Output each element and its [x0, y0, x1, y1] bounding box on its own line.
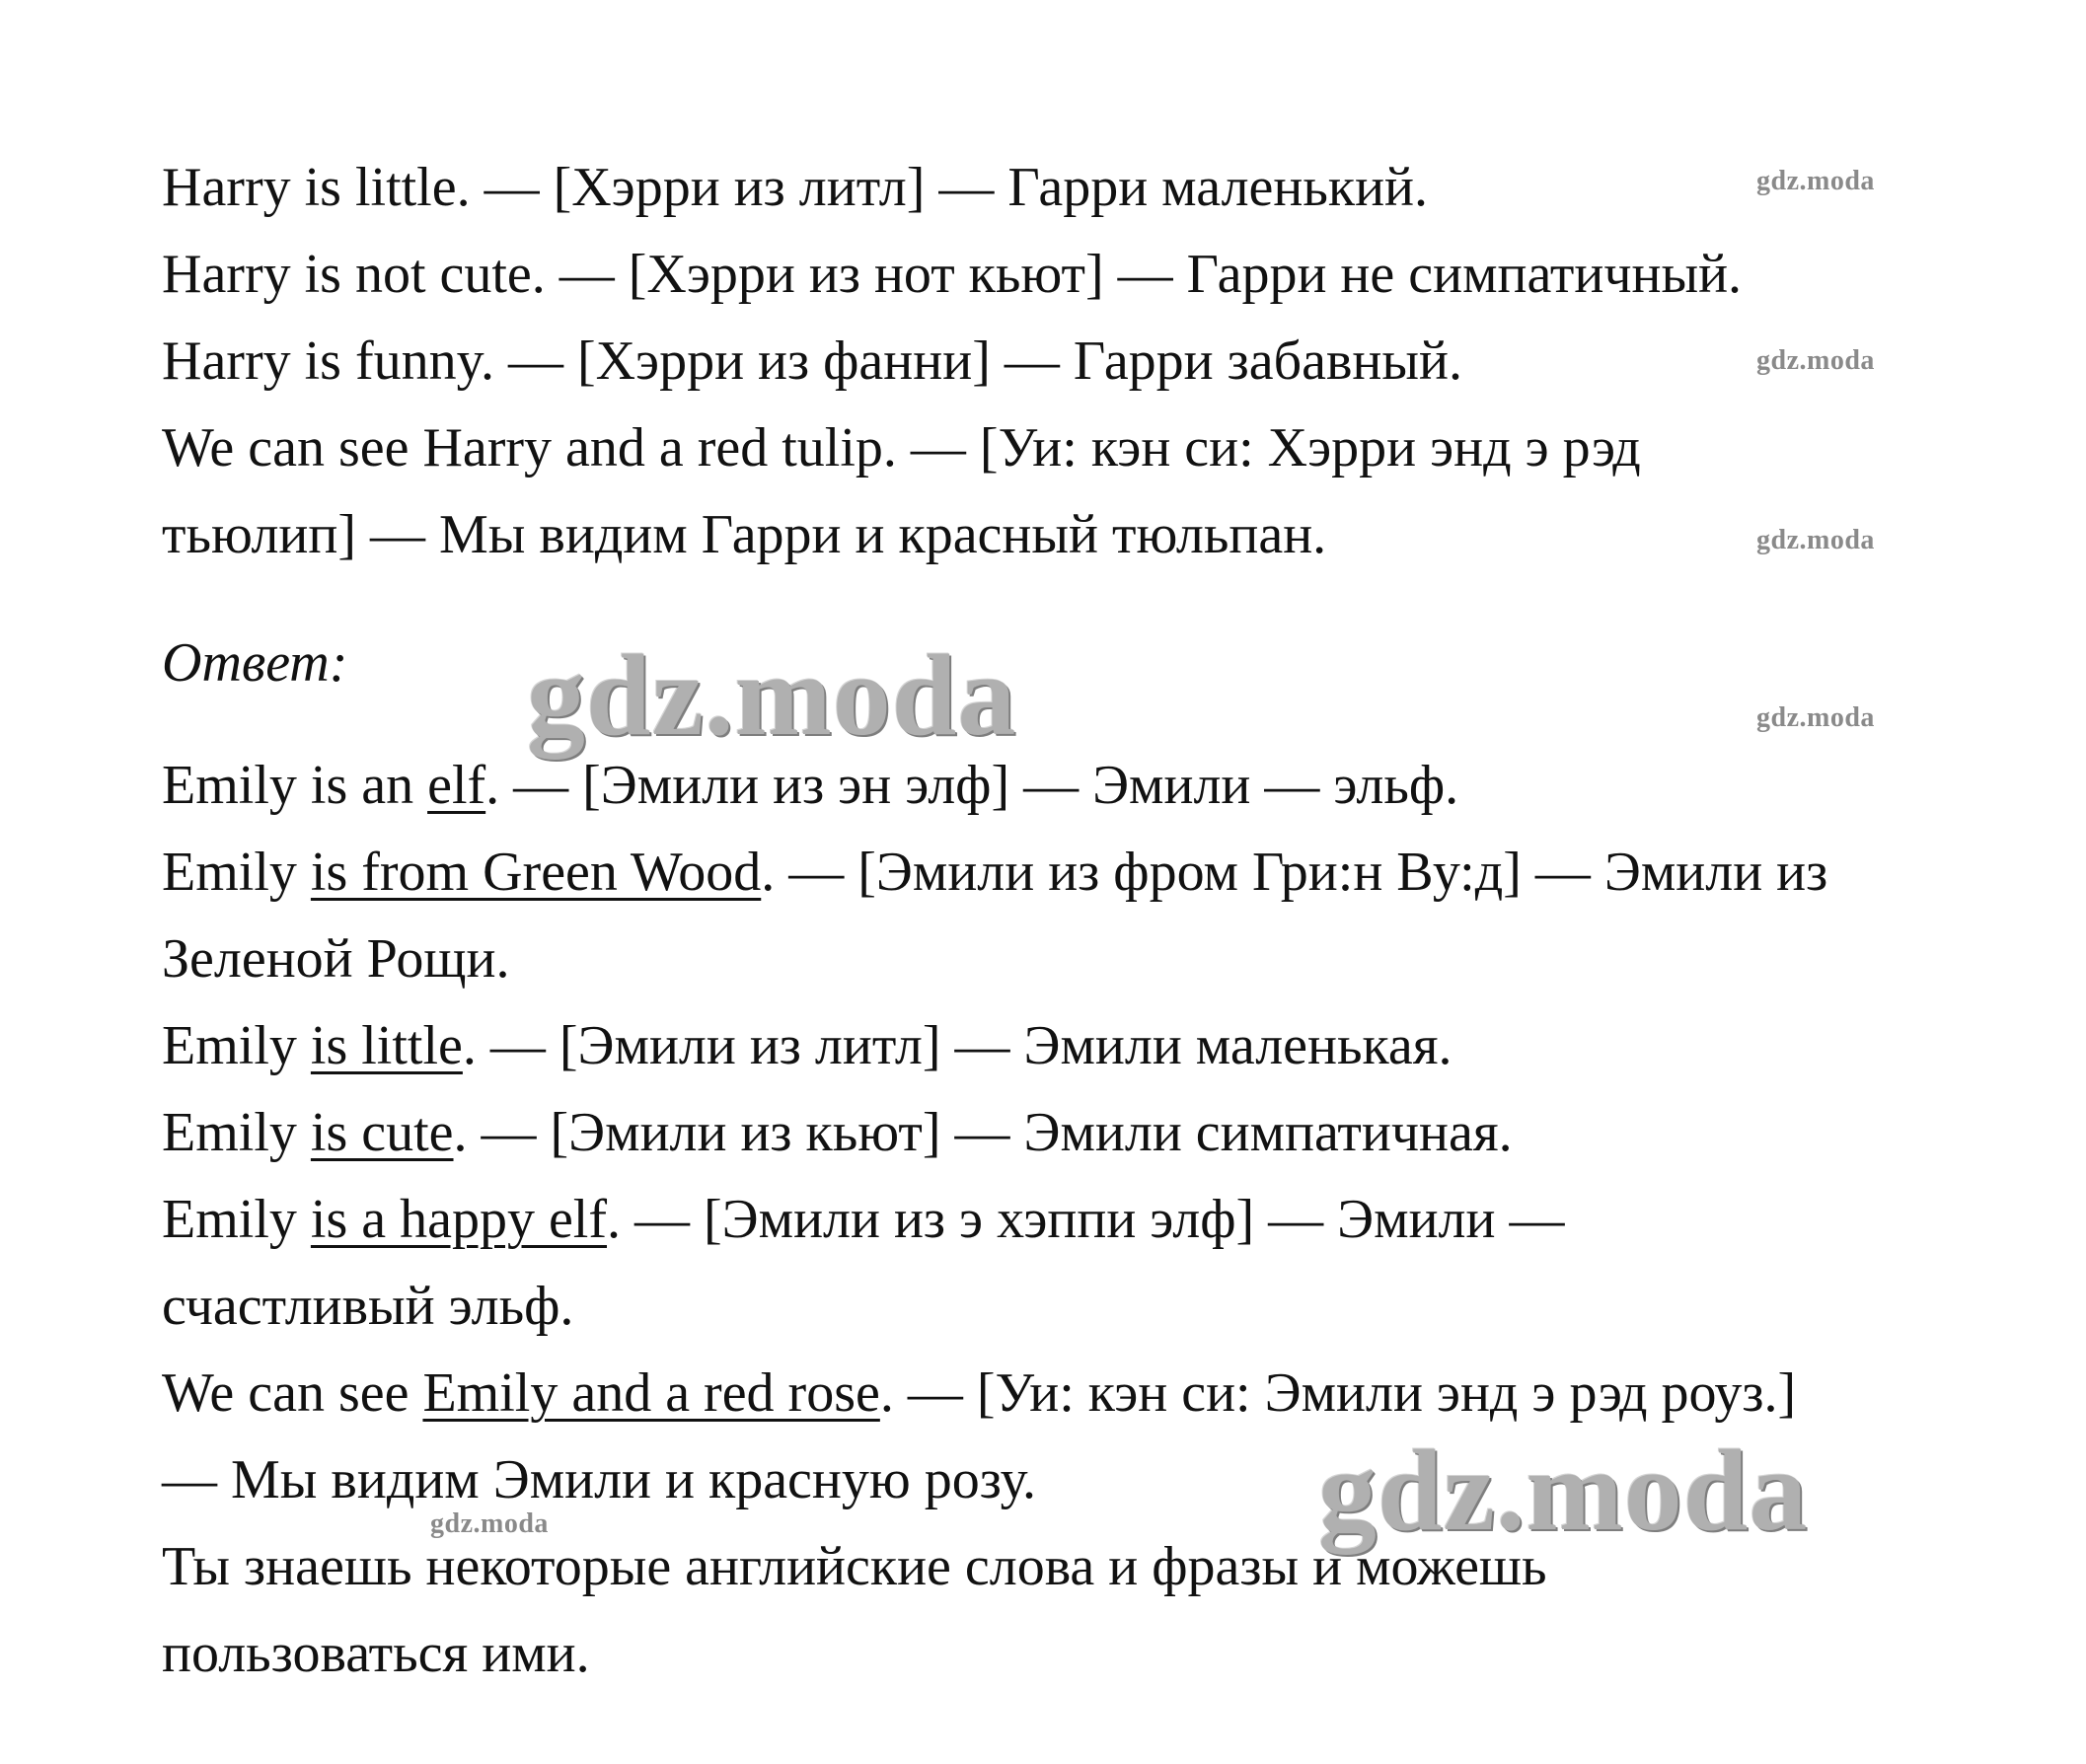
emily-line-6	[162, 1176, 1958, 1263]
emily-line-5	[162, 1089, 1958, 1176]
underlined-phrase: is cute	[310, 1102, 454, 1163]
emily-line-3: Зеленой Рощи.	[162, 928, 510, 990]
watermark-large: gdz.moda	[527, 630, 1017, 760]
watermark-small: gdz.moda	[1756, 702, 1875, 733]
line-text: . — [Эмили из кьют] — Эмили симпатичная.	[453, 1102, 1513, 1163]
watermark-small: gdz.moda	[1756, 345, 1875, 376]
line-text: . — [Уи: кэн си: Эмили энд э рэд роуз.]	[879, 1362, 1797, 1424]
underlined-phrase: Emily and a red rose	[422, 1362, 880, 1424]
underlined-phrase: elf	[427, 755, 486, 816]
underlined-phrase: is little	[310, 1015, 463, 1076]
underlined-phrase: is from Green Wood	[310, 842, 762, 903]
emily-line-10: Ты знаешь некоторые английские слова и фразы и можешь	[162, 1536, 1547, 1597]
line-text: We can see	[162, 1362, 423, 1424]
emily-line-8	[162, 1350, 1958, 1436]
emily-line-7: счастливый эльф.	[162, 1276, 574, 1337]
underlined-phrase: is a happy elf	[310, 1189, 608, 1250]
watermark-small: gdz.moda	[1756, 166, 1875, 196]
harry-line-5: тьюлип] — Мы видим Гарри и красный тюльпан.	[162, 504, 1327, 565]
watermark-small: gdz.moda	[1756, 525, 1875, 555]
watermark-small: gdz.moda	[430, 1508, 549, 1539]
answer-label: Ответ:	[162, 632, 348, 694]
line-text: Emily	[162, 842, 311, 903]
emily-line-1	[162, 742, 1958, 829]
line-text: . — [Эмили из эн элф] — Эмили — эльф.	[485, 755, 1459, 816]
line-text: Emily is an	[162, 755, 428, 816]
watermark-large: gdz.moda	[1318, 1426, 1809, 1555]
harry-line-4: We can see Harry and a red tulip. — [Уи: кэн си: Хэрри энд э рэд	[162, 417, 1641, 478]
emily-line-2	[162, 829, 1958, 916]
line-text: . — [Эмили из э хэппи элф] — Эмили —	[607, 1189, 1565, 1250]
harry-line-1: Harry is little. — [Хэрри из литл] — Гарри маленький.	[162, 157, 1429, 218]
line-text: . — [Эмили из литл] — Эмили маленькая.	[462, 1015, 1453, 1076]
emily-line-4	[162, 1002, 1958, 1089]
line-text: Emily	[162, 1102, 311, 1163]
emily-line-11: пользоваться ими.	[162, 1623, 590, 1684]
harry-line-3: Harry is funny. — [Хэрри из фанни] — Гарри забавный.	[162, 331, 1462, 392]
emily-line-9: — Мы видим Эмили и красную розу.	[162, 1449, 1037, 1510]
line-text: Emily	[162, 1015, 311, 1076]
harry-line-2: Harry is not cute. — [Хэрри из нот кьют] — Гарри не симпатичный.	[162, 244, 1743, 305]
line-text: . — [Эмили из фром Гри:н Ву:д] — Эмили из	[761, 842, 1828, 903]
line-text: Emily	[162, 1189, 311, 1250]
